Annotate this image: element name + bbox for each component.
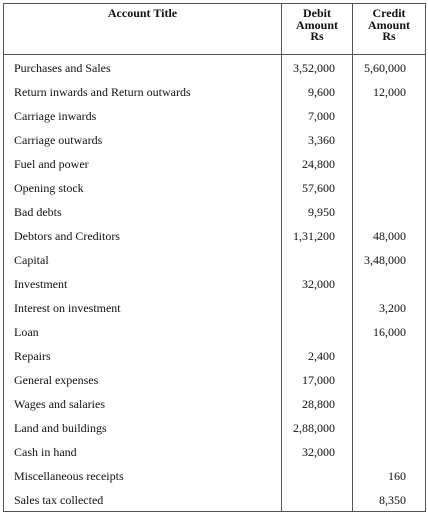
account-title-cell: Return inwards and Return outwards xyxy=(14,85,191,99)
account-title-cell: Debtors and Creditors xyxy=(14,229,120,243)
table-row xyxy=(4,296,425,320)
credit-amount-cell xyxy=(346,152,406,176)
account-title-cell: Land and buildings xyxy=(14,421,107,435)
table-row xyxy=(4,152,425,176)
table-row xyxy=(4,128,425,152)
credit-amount-cell: 3,48,000 xyxy=(364,253,406,267)
header-credit-amount xyxy=(353,4,425,54)
credit-amount-cell xyxy=(346,344,406,368)
credit-amount-cell: 5,60,000 xyxy=(364,61,406,75)
table-row xyxy=(4,440,425,464)
account-title-cell: Investment xyxy=(14,277,68,291)
credit-amount-cell xyxy=(346,176,406,200)
account-title-cell: Purchases and Sales xyxy=(14,61,111,75)
debit-amount-cell: 1,31,200 xyxy=(293,229,335,243)
debit-amount-cell: 9,950 xyxy=(308,205,335,219)
debit-amount-cell: 2,400 xyxy=(308,349,335,363)
header-credit-line-3: Rs xyxy=(382,29,396,43)
credit-amount-cell xyxy=(346,392,406,416)
account-title-cell: Fuel and power xyxy=(14,157,89,171)
table-row xyxy=(4,176,425,200)
credit-amount-cell xyxy=(346,368,406,392)
debit-amount-cell: 57,600 xyxy=(302,181,335,195)
debit-amount-cell: 3,360 xyxy=(308,133,335,147)
debit-amount-cell xyxy=(275,248,335,272)
credit-amount-cell: 48,000 xyxy=(373,229,406,243)
table-row xyxy=(4,488,425,512)
debit-amount-cell xyxy=(275,464,335,488)
account-title-cell: Miscellaneous receipts xyxy=(14,469,124,483)
account-title-cell: Repairs xyxy=(14,349,51,363)
debit-amount-cell xyxy=(275,488,335,512)
header-debit-line-1: Debit xyxy=(303,6,331,20)
credit-amount-cell xyxy=(346,440,406,464)
account-title-cell: Capital xyxy=(14,253,49,267)
table-row xyxy=(4,320,425,344)
debit-amount-cell xyxy=(275,296,335,320)
table-row xyxy=(4,392,425,416)
credit-amount-cell xyxy=(346,416,406,440)
header-debit-line-2: Amount xyxy=(295,17,338,32)
debit-amount-cell: 7,000 xyxy=(308,109,335,123)
debit-amount-cell: 9,600 xyxy=(308,85,335,99)
account-title-cell: Wages and salaries xyxy=(14,397,105,411)
table-row xyxy=(4,368,425,392)
table-row xyxy=(4,248,425,272)
header-account-title xyxy=(4,4,281,54)
debit-amount-cell: 17,000 xyxy=(302,373,335,387)
header-account-title-label: Account Title xyxy=(107,6,178,20)
header-debit-line-3: Rs xyxy=(310,29,324,43)
header-debit-amount xyxy=(282,4,352,54)
account-title-cell: Interest on investment xyxy=(14,301,121,315)
credit-amount-cell xyxy=(346,200,406,224)
credit-amount-cell xyxy=(346,272,406,296)
table-row xyxy=(4,104,425,128)
header-divider xyxy=(4,54,425,55)
account-title-cell: Opening stock xyxy=(14,181,84,195)
debit-amount-cell: 28,800 xyxy=(302,397,335,411)
account-title-cell: Carriage inwards xyxy=(14,109,97,123)
credit-amount-cell: 160 xyxy=(388,469,406,483)
table-row xyxy=(4,200,425,224)
table-row xyxy=(4,56,425,80)
account-title-cell: Carriage outwards xyxy=(14,133,103,147)
table-row xyxy=(4,272,425,296)
debit-amount-cell: 24,800 xyxy=(302,157,335,171)
table-row xyxy=(4,464,425,488)
debit-amount-cell xyxy=(275,320,335,344)
account-title-cell: Cash in hand xyxy=(14,445,77,459)
credit-amount-cell: 3,200 xyxy=(379,301,406,315)
credit-amount-cell: 8,350 xyxy=(379,493,406,507)
header-credit-line-1: Credit xyxy=(372,6,406,20)
table-row xyxy=(4,224,425,248)
account-title-cell: Bad debts xyxy=(14,205,62,219)
account-title-cell: General expenses xyxy=(14,373,99,387)
account-title-cell: Sales tax collected xyxy=(14,493,104,507)
debit-amount-cell: 2,88,000 xyxy=(293,421,335,435)
credit-amount-cell: 16,000 xyxy=(373,325,406,339)
credit-amount-cell: 12,000 xyxy=(373,85,406,99)
credit-amount-cell xyxy=(346,104,406,128)
table-row xyxy=(4,344,425,368)
table-row xyxy=(4,416,425,440)
debit-amount-cell: 32,000 xyxy=(302,445,335,459)
account-title-cell: Loan xyxy=(14,325,39,339)
table-row xyxy=(4,80,425,104)
credit-amount-cell xyxy=(346,128,406,152)
trial-balance-table xyxy=(3,3,426,512)
debit-amount-cell: 3,52,000 xyxy=(293,61,335,75)
debit-amount-cell: 32,000 xyxy=(302,277,335,291)
header-credit-line-2: Amount xyxy=(367,17,410,32)
